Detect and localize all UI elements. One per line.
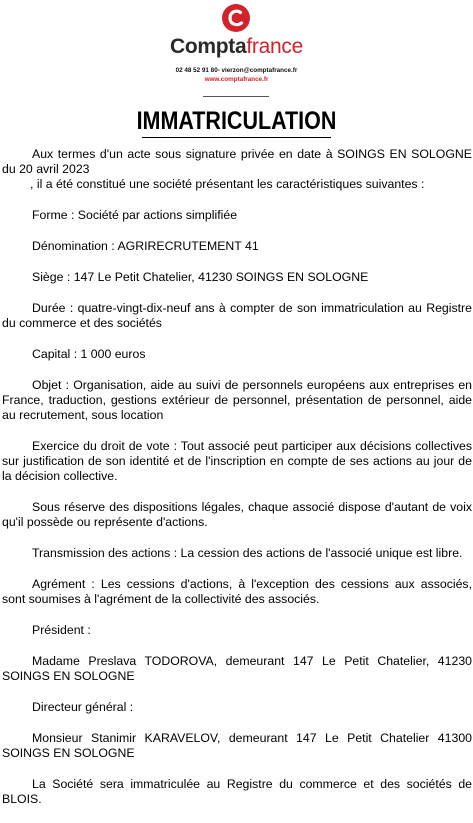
paragraph-closing: La Société sera immatriculée au Registre du commerce et des sociétés de BLOIS.: [2, 777, 472, 806]
logo-word-france: france: [246, 35, 303, 58]
header: [0, 0, 473, 108]
paragraph-objet: Objet : Organisation, aide au suivi de personnels européens aux entreprises en France, traduction, gestions extérieur de personnel, présentation de personnel, aide au recrutement, sous location: [2, 378, 472, 422]
paragraph-intro-cont: , il a été constitué une société présentant les caractéristiques suivantes :: [30, 177, 425, 191]
paragraph-denomination: Dénomination : AGRIRECRUTEMENT 41: [32, 239, 259, 253]
announcement-body: [2, 147, 472, 823]
paragraph-exercice: Exercice du droit de vote : Tout associé peut participer aux décisions collectives sur justification de son identité et de l'inscription en compte de ses actions au jour de la décision collective.: [2, 439, 472, 483]
logo-wordmark: [0, 34, 473, 60]
paragraph-capital: Capital : 1 000 euros: [32, 347, 146, 361]
contact-line: 02 48 52 91 80- vierzon@comptafrance.fr: [175, 67, 298, 74]
comptafrance-logo-icon: [222, 4, 250, 32]
logo-word-compta: Compta: [170, 35, 247, 58]
paragraph-agrement: Agrément : Les cessions d'actions, à l'exception des cessions aux associés, sont soumises à l'agrément de la collectivité des associés.: [2, 577, 472, 606]
paragraph-dg-label: Directeur général :: [32, 700, 134, 714]
title-underline: [142, 137, 331, 138]
website-link[interactable]: www.comptafrance.fr: [204, 76, 269, 83]
page-title: IMMATRICULATION: [136, 107, 337, 135]
paragraph-dg: Monsieur Stanimir KARAVELOV, demeurant 147 Le Petit Chatelier 41300 SOINGS EN SOLOGNE: [2, 731, 472, 760]
paragraph-president-label: Président :: [32, 623, 91, 637]
paragraph-president: Madame Preslava TODOROVA, demeurant 147 Le Petit Chatelier, 41230 SOINGS EN SOLOGNE: [2, 654, 472, 683]
paragraph-siege: Siège : 147 Le Petit Chatelier, 41230 SOINGS EN SOLOGNE: [32, 270, 369, 284]
paragraph-forme: Forme : Société par actions simplifiée: [32, 208, 238, 222]
paragraph-intro: Aux termes d'un acte sous signature privée en date à SOINGS EN SOLOGNE du 20 avril 2023: [2, 147, 472, 176]
paragraph-duree: Durée : quatre-vingt-dix-neuf ans à compter de son immatriculation au Registre du commerce et des sociétés: [2, 301, 472, 330]
paragraph-reserve: Sous réserve des dispositions légales, chaque associé dispose d'autant de voix qu'il possède ou représente d'actions.: [2, 500, 472, 529]
paragraph-transmission: Transmission des actions : La cession des actions de l'associé unique est libre.: [32, 546, 463, 560]
header-divider: [203, 96, 269, 97]
